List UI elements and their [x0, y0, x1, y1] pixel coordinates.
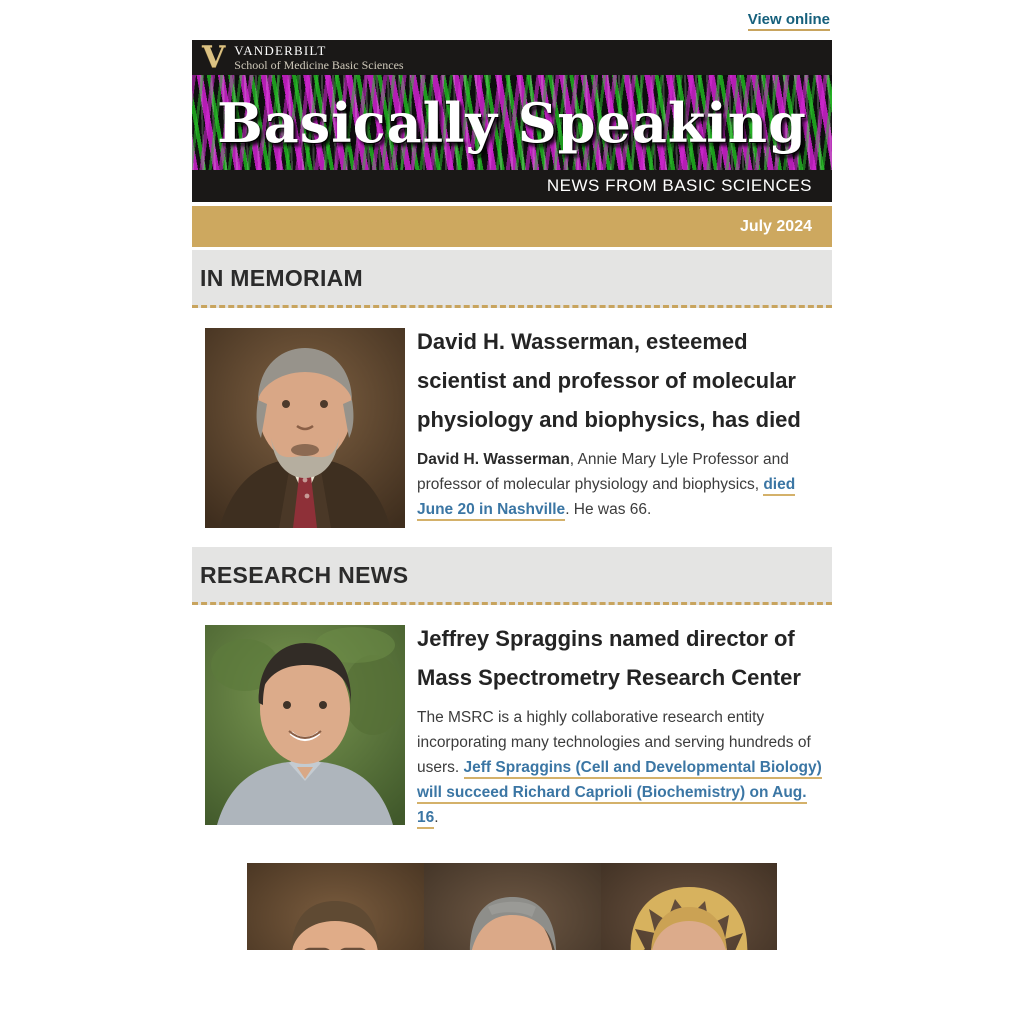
vanderbilt-logo [192, 40, 832, 75]
spraggins-text: The MSRC is a highly collaborative research entity incorporating many technologies and serving hundreds of users. [417, 709, 811, 776]
wordmark-line2: School of Medicine Basic Sciences [234, 57, 404, 72]
newsletter-title: Basically Speaking [217, 90, 807, 155]
spraggins-photo[interactable] [205, 625, 405, 825]
masthead [192, 40, 832, 202]
issue-date: July 2024 [739, 217, 812, 235]
trio-portrait-1 [247, 863, 424, 950]
email-body [192, 40, 832, 950]
vanderbilt-v-icon: V [202, 39, 226, 75]
vanderbilt-wordmark [234, 44, 403, 72]
spraggins-announcement-link[interactable]: Jeff Spraggins (Cell and Developmental Biology) will succeed Richard Caprioli (Biochemistry) on Aug. 16 [417, 759, 822, 829]
wasserman-name: David H. Wasserman [417, 451, 570, 468]
issue-bar [192, 206, 832, 247]
topbar [192, 0, 832, 40]
section-title-in-memoriam: IN MEMORIAM [200, 265, 364, 291]
article-spraggins [192, 605, 832, 841]
tagline-bar [192, 170, 832, 202]
wordmark-line1: VANDERBILT [234, 42, 327, 58]
article-title-wasserman: David H. Wasserman, esteemed scientist and professor of molecular physiology and biophysics, has died [417, 329, 801, 432]
view-online-link[interactable]: View online [748, 11, 830, 31]
spraggins-text-end: . [434, 809, 439, 826]
trio-portrait-3 [601, 863, 777, 950]
wasserman-photo[interactable] [205, 328, 405, 528]
trio-portrait-2 [424, 863, 601, 950]
banner-image [192, 75, 832, 170]
section-research-news [192, 547, 832, 605]
leadership-trio-photo[interactable] [247, 863, 777, 950]
section-title-research-news: RESEARCH NEWS [200, 562, 409, 588]
wasserman-text: , Annie Mary Lyle Professor and professor of molecular physiology and biophysics, [417, 451, 789, 493]
wasserman-text-end: . He was 66. [565, 501, 652, 518]
section-in-memoriam [192, 250, 832, 308]
article-title-spraggins: Jeffrey Spraggins named director of Mass Spectrometry Research Center [417, 626, 801, 690]
article-wasserman [192, 308, 832, 544]
tagline-text: NEWS FROM BASIC SCIENCES [546, 176, 812, 195]
wasserman-obituary-link[interactable]: died June 20 in Nashville [417, 476, 795, 521]
